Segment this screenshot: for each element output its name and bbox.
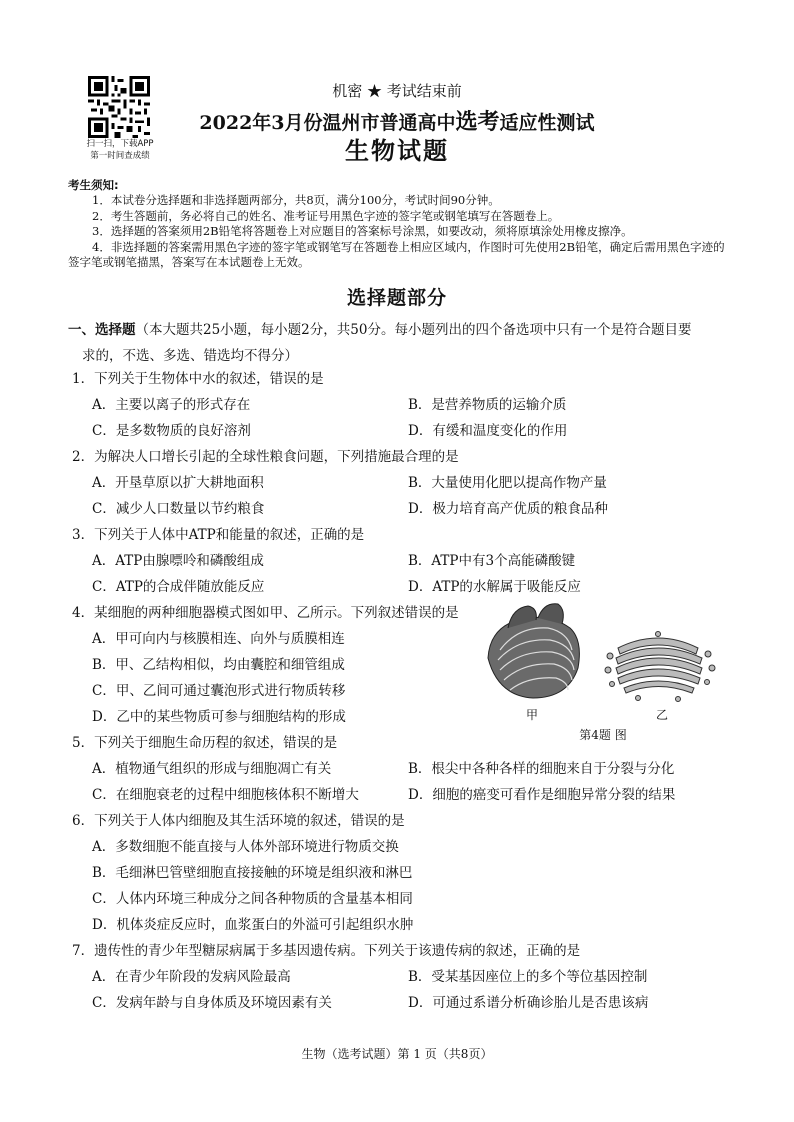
option-d: D．细胞的癌变可看作是细胞异常分裂的结果 bbox=[408, 787, 676, 803]
option-d: D．有缓和温度变化的作用 bbox=[408, 423, 568, 439]
question-stem: 6．下列关于人体内细胞及其生活环境的叙述，错误的是 bbox=[72, 813, 405, 829]
confidential-note: 机密 ★ 考试结束前 bbox=[332, 82, 462, 100]
option-b: B．受某基因座位上的多个等位基因控制 bbox=[408, 969, 648, 985]
question-stem: 2．为解决人口增长引起的全球性粮食问题，下列措施最合理的是 bbox=[72, 449, 459, 465]
notice-item: 4．非选择题的答案需用黑色字迹的签字笔或钢笔写在答题卷上相应区域内，作图时可先使用2B铅笔，确定后需用黑色字迹的签字笔或钢笔描黑，答案写在本试题卷上无效。 bbox=[68, 239, 725, 270]
question-stem: 1．下列关于生物体中水的叙述，错误的是 bbox=[72, 371, 324, 387]
notice-item: 3．选择题的答案须用2B铅笔将答题卷上对应题目的答案标号涂黑，如要改动，须将原填涂处用橡皮擦净。 bbox=[92, 224, 633, 239]
option-a: A．甲可向内与核膜相连、向外与质膜相连 bbox=[92, 631, 345, 647]
option-d: D．可通过系谱分析确诊胎儿是否患该病 bbox=[408, 995, 649, 1011]
notice-item: 1．本试卷分选择题和非选择题两部分，共8页，满分100分，考试时间90分钟。 bbox=[92, 193, 500, 208]
notice-heading: 考生须知: bbox=[68, 178, 119, 192]
option-a: A．植物通气组织的形成与细胞凋亡有关 bbox=[92, 761, 332, 777]
option-c: C．在细胞衰老的过程中细胞核体积不断增大 bbox=[92, 787, 359, 803]
option-c: C．人体内环境三种成分之间各种物质的含量基本相同 bbox=[92, 891, 413, 907]
organelle-illustration bbox=[478, 598, 728, 708]
option-d: D．机体炎症反应时，血浆蛋白的外溢可引起组织水肿 bbox=[92, 917, 414, 933]
figure-caption: 第4题 图 bbox=[579, 728, 627, 742]
option-c: C．ATP的合成伴随放能反应 bbox=[92, 579, 265, 595]
option-a: A．主要以离子的形式存在 bbox=[92, 397, 251, 413]
option-b: B．根尖中各种各样的细胞来自于分裂与分化 bbox=[408, 761, 675, 777]
part-intro bbox=[68, 317, 738, 369]
page-footer: 生物（选考试题）第 1 页（共8页） bbox=[301, 1047, 493, 1061]
title-part2: 选考 bbox=[455, 109, 500, 135]
option-b: B．甲、乙结构相似，均由囊腔和细管组成 bbox=[92, 657, 345, 673]
section-title: 选择题部分 bbox=[346, 287, 447, 309]
qr-caption-line2: 第一时间查成绩 bbox=[90, 151, 150, 161]
option-a: A．ATP由腺嘌呤和磷酸组成 bbox=[92, 553, 264, 569]
option-b: B．毛细淋巴管壁细胞直接接触的环境是组织液和淋巴 bbox=[92, 865, 413, 881]
option-c: C．是多数物质的良好溶剂 bbox=[92, 423, 251, 439]
option-d: D．乙中的某些物质可参与细胞结构的形成 bbox=[92, 709, 346, 725]
option-b: B．是营养物质的运输介质 bbox=[408, 397, 567, 413]
question-stem: 3．下列关于人体中ATP和能量的叙述，正确的是 bbox=[72, 527, 365, 543]
figure-label-left: 甲 bbox=[526, 708, 539, 722]
option-b: B．大量使用化肥以提高作物产量 bbox=[408, 475, 607, 491]
option-d: D．极力培育高产优质的粮食品种 bbox=[408, 501, 608, 517]
option-b: B．ATP中有3个高能磷酸键 bbox=[408, 553, 576, 569]
notice-item: 2．考生答题前，务必将自己的姓名、准考证号用黑色字迹的签字笔或钢笔填写在答题卷上。 bbox=[92, 208, 560, 223]
part-intro-line2: 求的，不选、多选、错选均不得分） bbox=[82, 348, 298, 364]
part-label: 一、选择题 bbox=[68, 322, 136, 338]
option-c: C．减少人口数量以节约粮食 bbox=[92, 501, 265, 517]
question-stem: 7．遗传性的青少年型糖尿病属于多基因遗传病。下列关于该遗传病的叙述，正确的是 bbox=[72, 943, 581, 959]
exam-subtitle: 生物试题 bbox=[345, 136, 449, 165]
option-c: C．发病年龄与自身体质及环境因素有关 bbox=[92, 995, 332, 1011]
option-a: A．多数细胞不能直接与人体外部环境进行物质交换 bbox=[92, 839, 399, 855]
figure-label-right: 乙 bbox=[656, 708, 669, 722]
candidate-notice bbox=[68, 178, 728, 270]
title-part3: 适应性测试 bbox=[499, 112, 595, 134]
endoplasmic-reticulum-drawing bbox=[488, 604, 579, 698]
part-intro-line1: （本大题共25小题，每小题2分，共50分。每小题列出的四个备选项中只有一个是符合题目要 bbox=[135, 322, 692, 338]
organelle-figure bbox=[478, 598, 728, 748]
option-d: D．ATP的水解属于吸能反应 bbox=[408, 579, 581, 595]
golgi-apparatus-drawing bbox=[605, 632, 715, 702]
title-part1: 2022年3月份温州市普通高中 bbox=[199, 112, 456, 134]
option-a: A．开垦草原以扩大耕地面积 bbox=[92, 475, 264, 491]
question-stem: 4．某细胞的两种细胞器模式图如甲、乙所示。下列叙述错误的是 bbox=[72, 605, 459, 621]
option-c: C．甲、乙间可通过囊泡形式进行物质转移 bbox=[92, 683, 346, 699]
qr-caption-line1: 扫一扫，下载APP bbox=[86, 139, 154, 149]
question-stem: 5．下列关于细胞生命历程的叙述，错误的是 bbox=[72, 735, 338, 751]
option-a: A．在青少年阶段的发病风险最高 bbox=[92, 969, 291, 985]
